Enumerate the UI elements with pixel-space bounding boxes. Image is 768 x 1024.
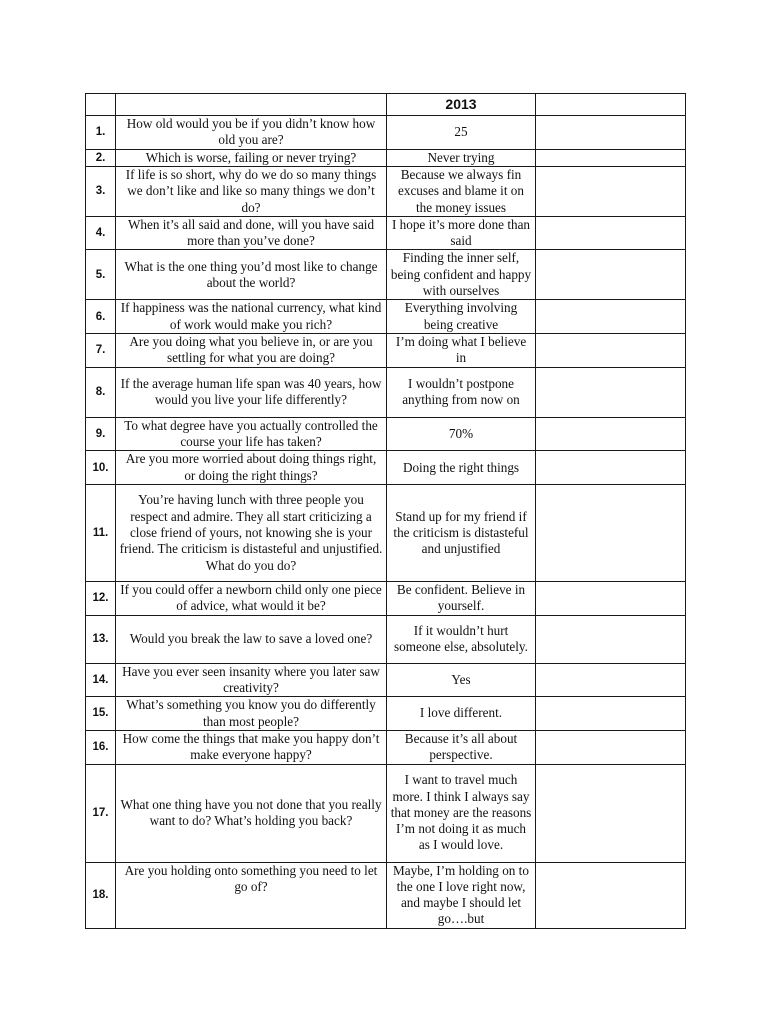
row-number: 2. bbox=[86, 149, 116, 166]
row-number: 17. bbox=[86, 764, 116, 862]
question-cell: What is the one thing you’d most like to change about the world? bbox=[116, 250, 387, 300]
empty-cell bbox=[536, 615, 686, 663]
row-number: 9. bbox=[86, 417, 116, 451]
header-empty-cell bbox=[536, 94, 686, 116]
table-row bbox=[86, 615, 686, 663]
table-row bbox=[86, 116, 686, 150]
empty-cell bbox=[536, 663, 686, 697]
answer-cell: Never trying bbox=[387, 149, 536, 166]
table-row bbox=[86, 417, 686, 451]
row-number: 12. bbox=[86, 582, 116, 616]
question-cell: You’re having lunch with three people you respect and admire. They all start criticizing a close friend of yours, not knowing she is your friend. The criticism is distasteful and unjustified. What do you do? bbox=[116, 485, 387, 582]
answer-cell: If it wouldn’t hurt someone else, absolutely. bbox=[387, 615, 536, 663]
question-cell: To what degree have you actually controlled the course your life has taken? bbox=[116, 417, 387, 451]
question-cell: If the average human life span was 40 years, how would you live your life differently? bbox=[116, 367, 387, 417]
table-row bbox=[86, 697, 686, 731]
answer-cell: I’m doing what I believe in bbox=[387, 333, 536, 367]
table-row bbox=[86, 764, 686, 862]
answer-cell: Everything involving being creative bbox=[387, 300, 536, 334]
empty-cell bbox=[536, 451, 686, 485]
answer-cell: 70% bbox=[387, 417, 536, 451]
table-row bbox=[86, 166, 686, 216]
empty-cell bbox=[536, 216, 686, 250]
empty-cell bbox=[536, 485, 686, 582]
table-row bbox=[86, 300, 686, 334]
question-cell: Would you break the law to save a loved one? bbox=[116, 615, 387, 663]
question-cell: Are you doing what you believe in, or are you settling for what you are doing? bbox=[116, 333, 387, 367]
question-cell: If happiness was the national currency, what kind of work would make you rich? bbox=[116, 300, 387, 334]
row-number: 8. bbox=[86, 367, 116, 417]
row-number: 10. bbox=[86, 451, 116, 485]
row-number: 14. bbox=[86, 663, 116, 697]
header-question-cell bbox=[116, 94, 387, 116]
answer-cell: I want to travel much more. I think I always say that money are the reasons I’m not doing it as much as I would love. bbox=[387, 764, 536, 862]
empty-cell bbox=[536, 697, 686, 731]
table-row bbox=[86, 451, 686, 485]
answer-cell: Stand up for my friend if the criticism is distasteful and unjustified bbox=[387, 485, 536, 582]
row-number: 16. bbox=[86, 730, 116, 764]
table-row bbox=[86, 730, 686, 764]
answer-cell: I wouldn’t postpone anything from now on bbox=[387, 367, 536, 417]
table-row bbox=[86, 485, 686, 582]
answer-cell: Because it’s all about perspective. bbox=[387, 730, 536, 764]
table-row bbox=[86, 367, 686, 417]
empty-cell bbox=[536, 862, 686, 928]
question-cell: If you could offer a newborn child only one piece of advice, what would it be? bbox=[116, 582, 387, 616]
question-cell: When it’s all said and done, will you have said more than you’ve done? bbox=[116, 216, 387, 250]
empty-cell bbox=[536, 250, 686, 300]
table-row bbox=[86, 149, 686, 166]
header-num-cell bbox=[86, 94, 116, 116]
table-row bbox=[86, 862, 686, 928]
row-number: 5. bbox=[86, 250, 116, 300]
question-cell: Have you ever seen insanity where you later saw creativity? bbox=[116, 663, 387, 697]
answer-cell: Maybe, I’m holding on to the one I love right now, and maybe I should let go….but bbox=[387, 862, 536, 928]
answer-cell: Be confident. Believe in yourself. bbox=[387, 582, 536, 616]
empty-cell bbox=[536, 417, 686, 451]
header-year-cell: 2013 bbox=[387, 94, 536, 116]
table-row bbox=[86, 250, 686, 300]
empty-cell bbox=[536, 300, 686, 334]
table-row bbox=[86, 216, 686, 250]
row-number: 7. bbox=[86, 333, 116, 367]
empty-cell bbox=[536, 166, 686, 216]
answer-cell: Finding the inner self, being confident and happy with ourselves bbox=[387, 250, 536, 300]
answer-cell: Because we always fin excuses and blame it on the money issues bbox=[387, 166, 536, 216]
answer-cell: 25 bbox=[387, 116, 536, 150]
empty-cell bbox=[536, 582, 686, 616]
header-row bbox=[86, 94, 686, 116]
empty-cell bbox=[536, 764, 686, 862]
row-number: 15. bbox=[86, 697, 116, 731]
question-cell: Which is worse, failing or never trying? bbox=[116, 149, 387, 166]
empty-cell bbox=[536, 730, 686, 764]
empty-cell bbox=[536, 333, 686, 367]
question-cell: What’s something you know you do differently than most people? bbox=[116, 697, 387, 731]
question-cell: If life is so short, why do we do so many things we don’t like and like so many things we don’t do? bbox=[116, 166, 387, 216]
question-cell: How come the things that make you happy don’t make everyone happy? bbox=[116, 730, 387, 764]
row-number: 3. bbox=[86, 166, 116, 216]
question-cell: What one thing have you not done that you really want to do? What’s holding you back? bbox=[116, 764, 387, 862]
row-number: 13. bbox=[86, 615, 116, 663]
question-cell: Are you more worried about doing things right, or doing the right things? bbox=[116, 451, 387, 485]
empty-cell bbox=[536, 116, 686, 150]
answer-cell: Doing the right things bbox=[387, 451, 536, 485]
question-cell: Are you holding onto something you need to let go of? bbox=[116, 862, 387, 928]
question-cell: How old would you be if you didn’t know how old you are? bbox=[116, 116, 387, 150]
answer-cell: Yes bbox=[387, 663, 536, 697]
row-number: 6. bbox=[86, 300, 116, 334]
row-number: 4. bbox=[86, 216, 116, 250]
answer-cell: I hope it’s more done than said bbox=[387, 216, 536, 250]
empty-cell bbox=[536, 149, 686, 166]
empty-cell bbox=[536, 367, 686, 417]
row-number: 18. bbox=[86, 862, 116, 928]
questionnaire-table bbox=[85, 93, 686, 929]
row-number: 1. bbox=[86, 116, 116, 150]
table-row bbox=[86, 333, 686, 367]
answer-cell: I love different. bbox=[387, 697, 536, 731]
table-row bbox=[86, 663, 686, 697]
row-number: 11. bbox=[86, 485, 116, 582]
table-row bbox=[86, 582, 686, 616]
